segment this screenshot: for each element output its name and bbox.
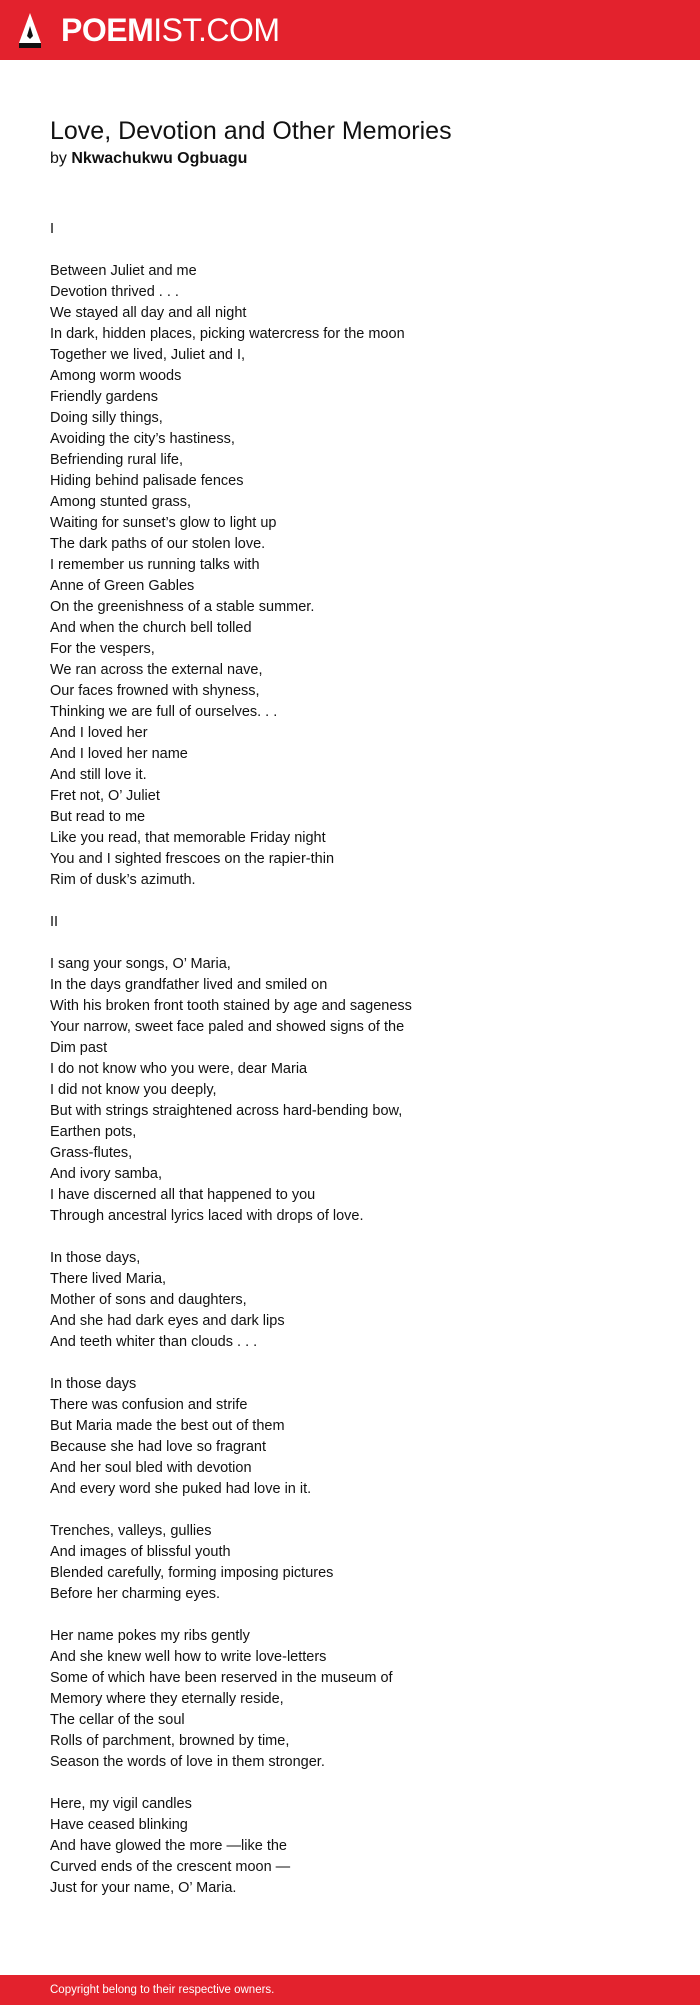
stanza-gap [50,240,670,261]
brand-rest: IST.COM [153,12,280,48]
stanza-gap [50,933,670,954]
stanza [50,1794,670,1899]
site-logo-text[interactable] [61,13,280,47]
poem-line: I [50,221,55,237]
poem-line: I sang your songs, O’ Maria, [50,956,231,972]
stanza-gap [50,1773,670,1794]
poem-line: Devotion thrived . . . [50,284,179,300]
poem-line: And every word she puked had love in it. [50,1481,312,1497]
site-header [0,0,700,60]
poem-line: Fret not, O’ Juliet [50,788,160,804]
poem-line: Rolls of parchment, browned by time, [50,1733,290,1749]
poem-line: But Maria made the best out of them [50,1418,285,1434]
stanza [50,1374,670,1500]
stanza-gap [50,891,670,912]
poem-line: I did not know you deeply, [50,1082,217,1098]
poem-line: The cellar of the soul [50,1712,185,1728]
stanza [50,219,670,240]
poem-line: And I loved her name [50,746,188,762]
stanza [50,954,670,1227]
poem-title: Love, Devotion and Other Memories [50,117,452,145]
poem-line: Thinking we are full of ourselves. . . [50,704,278,720]
poem-line: There was confusion and strife [50,1397,248,1413]
poem-line: Some of which have been reserved in the museum of [50,1670,393,1686]
poem-line: Her name pokes my ribs gently [50,1628,250,1644]
poem-line: In the days grandfather lived and smiled on [50,977,328,993]
poem-line: Among stunted grass, [50,494,192,510]
poem-line: Because she had love so fragrant [50,1439,267,1455]
poem-line: And I loved her [50,725,148,741]
poem-line: In those days, [50,1250,141,1266]
stanza-gap [50,1605,670,1626]
poem-line: We ran across the external nave, [50,662,263,678]
poem-line: And still love it. [50,767,147,783]
poem-line: Trenches, valleys, gullies [50,1523,212,1539]
poem-line: Mother of sons and daughters, [50,1292,247,1308]
poem-line: And when the church bell tolled [50,620,252,636]
poem-line: Dim past [50,1040,108,1056]
poem-line: I remember us running talks with [50,557,260,573]
poem-line: Memory where they eternally reside, [50,1691,284,1707]
poem-line: We stayed all day and all night [50,305,247,321]
poem-line: Together we lived, Juliet and I, [50,347,246,363]
poem-line: And ivory samba, [50,1166,163,1182]
poem-line: Blended carefully, forming imposing pictures [50,1565,334,1581]
stanza-gap [50,1353,670,1374]
poem-line: Grass-flutes, [50,1145,133,1161]
poem-line: Friendly gardens [50,389,158,405]
poem-line: Here, my vigil candles [50,1796,192,1812]
stanza [50,1626,670,1773]
poem-line: And teeth whiter than clouds . . . [50,1334,258,1350]
poem-line: Among worm woods [50,368,182,384]
poem-line: And her soul bled with devotion [50,1460,252,1476]
poem-line: Befriending rural life, [50,452,183,468]
poem-line: Your narrow, sweet face paled and showed signs of the [50,1019,405,1035]
poem-line: Anne of Green Gables [50,578,195,594]
poem-line: In dark, hidden places, picking watercress for the moon [50,326,405,342]
site-footer [0,1975,700,2005]
poem-line: Just for your name, O’ Maria. [50,1880,237,1896]
poem-line: And have glowed the more —like the [50,1838,287,1854]
poem-line: Curved ends of the crescent moon — [50,1859,291,1875]
poem-line: Hiding behind palisade fences [50,473,244,489]
poem-line: Season the words of love in them stronger. [50,1754,325,1770]
poem-line: But with strings straightened across hard-bending bow, [50,1103,403,1119]
poem-line: Have ceased blinking [50,1817,188,1833]
poem-line: But read to me [50,809,146,825]
poem-line: The dark paths of our stolen love. [50,536,266,552]
pen-nib-icon[interactable] [18,12,42,49]
by-label: by [50,150,67,167]
poem-line: I have discerned all that happened to you [50,1187,316,1203]
poem-line: For the vespers, [50,641,155,657]
poem-line: And she had dark eyes and dark lips [50,1313,285,1329]
stanza-gap [50,1227,670,1248]
poem-line: Doing silly things, [50,410,163,426]
poem-line: Through ancestral lyrics laced with drops of love. [50,1208,364,1224]
stanza [50,1248,670,1353]
poem-line: In those days [50,1376,137,1392]
poem-line: You and I sighted frescoes on the rapier-thin [50,851,335,867]
stanza [50,261,670,891]
poem-line: And she knew well how to write love-letters [50,1649,327,1665]
author-link[interactable]: Nkwachukwu Ogbuagu [71,150,248,167]
brand-bold: POEM [61,12,154,48]
poem-line: Our faces frowned with shyness, [50,683,260,699]
poem-line: On the greenishness of a stable summer. [50,599,315,615]
byline [50,149,247,169]
poem-line: Rim of dusk’s azimuth. [50,872,196,888]
poem-line: Avoiding the city’s hastiness, [50,431,235,447]
poem-line: I do not know who you were, dear Maria [50,1061,308,1077]
copyright-text: Copyright belong to their respective owners. [50,1984,275,1996]
poem-line: II [50,914,59,930]
poem-line: Between Juliet and me [50,263,197,279]
stanza [50,1521,670,1605]
poem-line: Waiting for sunset’s glow to light up [50,515,277,531]
poem-body [50,219,670,1899]
stanza-gap [50,1500,670,1521]
poem-line: Earthen pots, [50,1124,137,1140]
poem-line: Like you read, that memorable Friday night [50,830,326,846]
poem-line: With his broken front tooth stained by age and sageness [50,998,412,1014]
poem-line: Before her charming eyes. [50,1586,221,1602]
stanza [50,912,670,933]
poem-line: There lived Maria, [50,1271,167,1287]
poem-line: And images of blissful youth [50,1544,231,1560]
